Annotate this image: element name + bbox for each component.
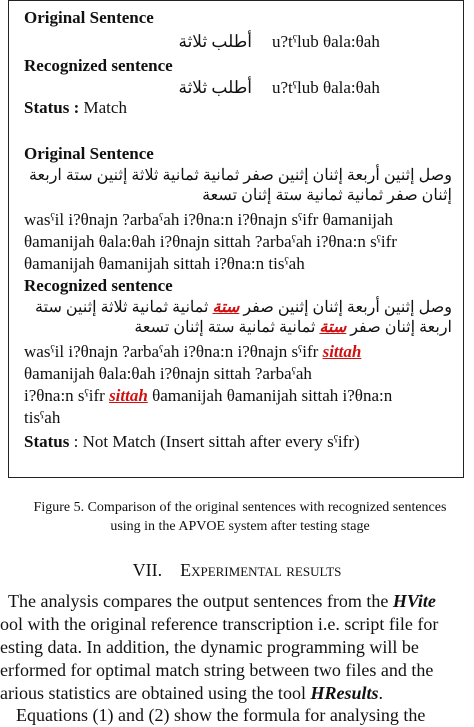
recognized-arabic-line-1-start: وصل إثنين أربعة إثنان إثنين صفر <box>243 299 452 316</box>
hresults-tool-name: HResults <box>310 683 379 703</box>
recognized-arabic-line-2-start: اربعة إثنان صفر <box>350 319 452 336</box>
figure-caption <box>12 498 468 536</box>
section-number: VII. <box>132 560 163 580</box>
original-transliteration-line-2: θamanijah θala:θah i?θnajn sittah ?arbaˁah i?θna:n sˁifr <box>24 232 397 251</box>
status-value-2: : Not Match (Insert sittah after every sˁifr) <box>73 432 360 451</box>
section-title: Experimental results <box>180 560 342 580</box>
original-arabic-line-2: إثنان صفر ثمانية ثمانية ستة إثنان تسعة <box>202 187 452 204</box>
recognized-transliteration-line-3 <box>24 386 392 406</box>
paragraph-line-4: erformed for optimal match string between two files and the <box>0 660 434 680</box>
original-transliteration-line-1: wasˁil i?θnajn ?arbaˁah i?θna:n i?θnajn sˁifr θamanijah <box>24 210 394 229</box>
recognized-transliteration-line-3-end: θamanijah θamanijah sittah i?θna:n <box>147 386 393 405</box>
recognized-arabic-line-2 <box>24 318 452 338</box>
original-transliteration-line-3: θamanijah θamanijah sittah i?θna:n tisˁah <box>24 254 305 273</box>
recognized-sentence-label-2: Recognized sentence <box>24 276 173 295</box>
recognized-transliteration-line-3-start: i?θna:n sˁifr <box>24 386 110 405</box>
inserted-word-1: sittah <box>322 342 362 361</box>
recognized-transliteration: u?tˁlub θala:θah <box>272 78 380 97</box>
recognized-arabic-line-2-end: ثمانية ثمانية ستة إثنان تسعة <box>134 319 316 336</box>
original-sentence-label: Original Sentence <box>24 8 154 27</box>
recognized-sentence-label: Recognized sentence <box>24 56 173 75</box>
paragraph-line-2: ool with the original reference transcription i.e. script file for <box>0 614 439 634</box>
original-arabic: أطلب ثلاثة <box>178 32 252 51</box>
recognized-arabic-line-1 <box>24 298 452 318</box>
hvite-tool-name: HVite <box>392 591 436 611</box>
status-line-2 <box>24 432 360 452</box>
original-arabic-line-1: وصل إثنين أربعة إثنان إثنين صفر ثمانية ثمانية ثلاثة إثنين ستة اربعة <box>28 167 452 184</box>
paragraph-line-6: Equations (1) and (2) show the formula for analysing the <box>16 705 426 725</box>
caption-line-2: using in the APVOE system after testing stage <box>110 519 370 534</box>
recognized-transliteration-line-4: tisˁah <box>24 408 61 427</box>
recognized-transliteration-line-2: θamanijah θala:θah i?θnajn sittah ?arbaˁah <box>24 364 312 383</box>
paragraph-line-3: esting data. In addition, the dynamic programming will be <box>0 637 419 657</box>
recognized-transliteration-line-1 <box>24 342 361 362</box>
caption-line-1: Figure 5. Comparison of the original sentences with recognized sentences <box>33 500 447 515</box>
original-transliteration: u?tˁlub θala:θah <box>272 32 380 51</box>
recognized-transliteration-line-1-start: wasˁil i?θnajn ?arbaˁah i?θna:n i?θnajn sˁifr <box>24 342 323 361</box>
paragraph-line-1 <box>8 590 436 613</box>
paragraph-line-5 <box>0 682 383 705</box>
paragraph-line-1-text: The analysis compares the output sentences from the <box>8 591 393 611</box>
recognized-arabic-line-1-end: ثمانية ثمانية ثلاثة إثنين ستة <box>35 299 209 316</box>
inserted-word-arabic-1: ستة <box>212 299 240 316</box>
recognized-arabic: أطلب ثلاثة <box>178 78 252 97</box>
paragraph-line-5-text: arious statistics are obtained using the tool <box>0 683 311 703</box>
status-label: Status : <box>24 98 80 117</box>
section-heading <box>0 560 474 581</box>
original-sentence-label-2: Original Sentence <box>24 144 154 163</box>
status-label-2: Status <box>24 432 70 451</box>
inserted-word-2: sittah <box>109 386 148 405</box>
status-value: Match <box>83 98 127 117</box>
inserted-word-arabic-2: ستة <box>319 319 347 336</box>
paragraph-line-5-end: . <box>378 683 383 703</box>
status-line <box>24 98 127 118</box>
